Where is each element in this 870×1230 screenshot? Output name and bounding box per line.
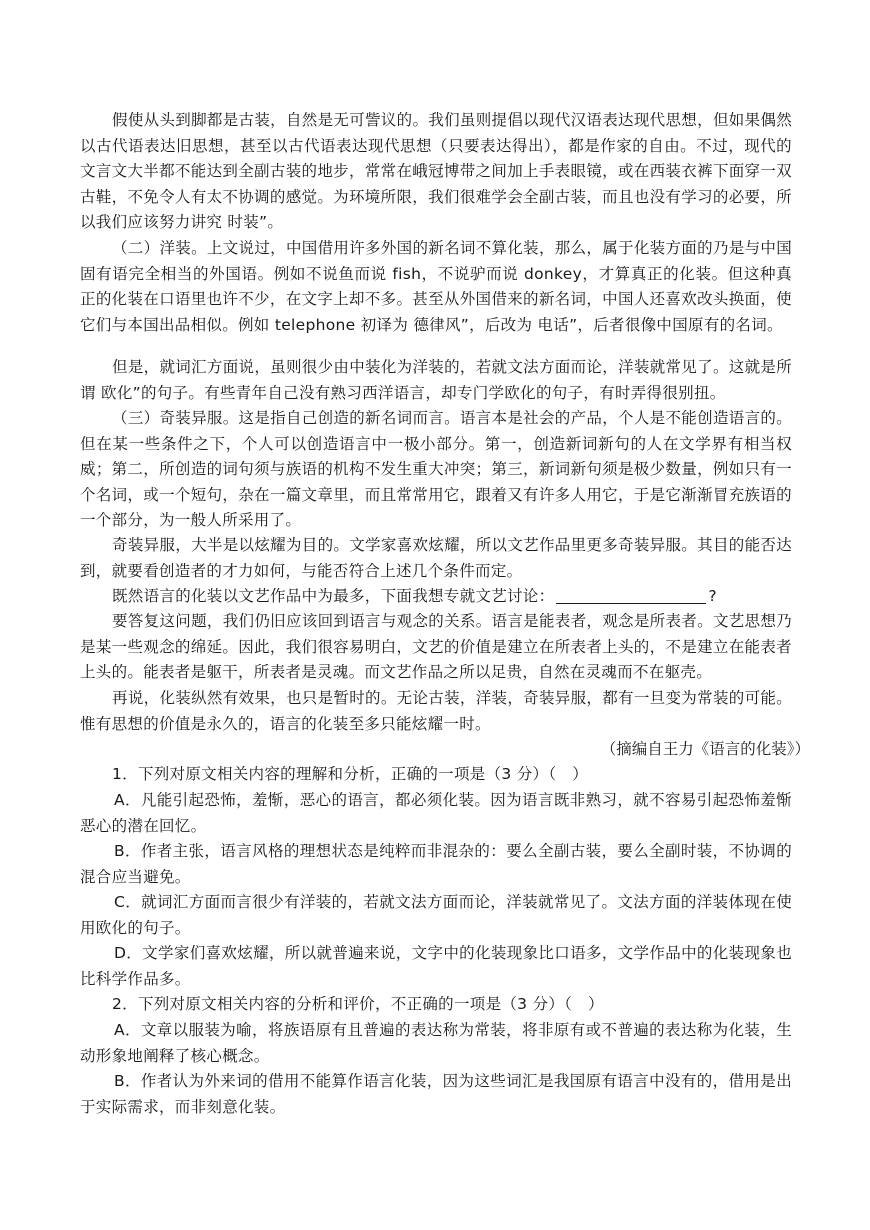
article-paragraph-7: 要答复这问题，我们仍旧应该回到语言与观念的关系。语言是能表者，观念是所表者。文艺思想乃是某一些观念的绵延。因此，我们很容易明白，文艺的价值是建立在所表者上头的，不是建立在能表者上头的。能表者是躯干，所表者是灵魂。而文艺作品之所以足贵，自然在灵魂而不在躯壳。 (80, 612, 792, 681)
article-paragraph-2: （二）洋装。上文说过，中国借用许多外国的新名词不算化装，那么，属于化装方面的乃是与中国固有语完全相当的外国语。例如不说鱼而说 fish，不说驴而说 donkey，才算真正的化装。但这种真正的化装在口语里也许不少，在文字上却不多。甚至从外国借来的新名词，中国人还喜欢改头换面，使它们与本国出品相似。例如 telephone 初译为 德律风”，后改为 电话”，后者很像中国原有的名词。 (80, 239, 792, 334)
question-2-option-b: B．作者认为外来词的借用不能算作语言化装，因为这些词汇是我国原有语言中没有的，借用是出于实际需求，而非刻意化装。 (80, 1072, 792, 1116)
answer-blank[interactable] (556, 587, 706, 604)
article-paragraph-4: （三）奇装异服。这是指自己创造的新名词而言。语言本是社会的产品，个人是不能创造语言的。但在某一些条件之下，个人可以创造语言中一极小部分。第一，创造新词新句的人在文学界有相当权威；第二，所创造的词句须与族语的机构不发生重大冲突；第三，新词新句须是极少数量，例如只有一个名词，或一个短句，杂在一篇文章里，而且常常用它，跟着又有许多人用它，于是它渐渐冒充族语的一个部分，为一般人所采用了。 (80, 409, 792, 529)
article-paragraph-3: 但是，就词汇方面说，虽则很少由中装化为洋装的，若就文法方面而论，洋装就常见了。这就是所谓 欧化”的句子。有些青年自己没有熟习西洋语言，却专门学欧化的句子，有时弄得很别扭。 (80, 358, 792, 402)
source-citation: （摘编自王力《语言的化装》） (600, 740, 810, 758)
article-paragraph-1: 假使从头到脚都是古装，自然是无可訾议的。我们虽则提倡以现代汉语表达现代思想，但如果偶然以古代语表达旧思想，甚至以古代语表达现代思想（只要表达得出），都是作家的自由。不过，现代的文言文大半都不能达到全副古装的地步，常常在峨冠博带之间加上手表眼镜，或在西装衣裤下面穿一双古鞋，不免令人有太不协调的感觉。为环境所限，我们很难学会全副古装，而且也没有学习的必要，所以我们应该努力讲究 时装”。 (80, 111, 792, 231)
question-2: 2．下列对原文相关内容的分析和评价，不正确的一项是（3 分）（ ） (112, 995, 604, 1013)
question-mark: ? (708, 587, 717, 605)
article-paragraph-8: 再说，化装纵然有效果，也只是暂时的。无论古装，洋装，奇装异服，都有一旦变为常装的可能。惟有思想的价值是永久的，语言的化装至多只能炫耀一时。 (80, 689, 792, 733)
question-1-option-d: D．文学家们喜欢炫耀，所以就普遍来说，文字中的化装现象比口语多，文学作品中的化装现象也比科学作品多。 (80, 944, 792, 988)
question-1: 1．下列对原文相关内容的理解和分析，正确的一项是（3 分）（ ） (112, 765, 589, 783)
article-paragraph-6 (80, 584, 792, 610)
question-1-option-a: A．凡能引起恐怖，羞惭，恶心的语言，都必须化装。因为语言既非熟习，就不容易引起恐怖羞惭恶心的潜在回忆。 (80, 791, 792, 835)
paragraph-6-text: 既然语言的化装以文艺作品中为最多，下面我想专就文艺讨论： (112, 587, 555, 605)
question-2-option-a: A．文章以服装为喻，将族语原有且普遍的表达称为常装，将非原有或不普遍的表达称为化装，生动形象地阐释了核心概念。 (80, 1021, 792, 1065)
question-1-option-b: B．作者主张，语言风格的理想状态是纯粹而非混杂的：要么全副古装，要么全副时装，不协调的混合应当避免。 (80, 842, 792, 886)
article-paragraph-5: 奇装异服，大半是以炫耀为目的。文学家喜欢炫耀，所以文艺作品里更多奇装异服。其目的能否达到，就要看创造者的才力如何，与能否符合上述几个条件而定。 (80, 536, 792, 580)
question-1-option-c: C．就词汇方面而言很少有洋装的，若就文法方面而论，洋装就常见了。文法方面的洋装体现在使用欧化的句子。 (80, 893, 792, 937)
